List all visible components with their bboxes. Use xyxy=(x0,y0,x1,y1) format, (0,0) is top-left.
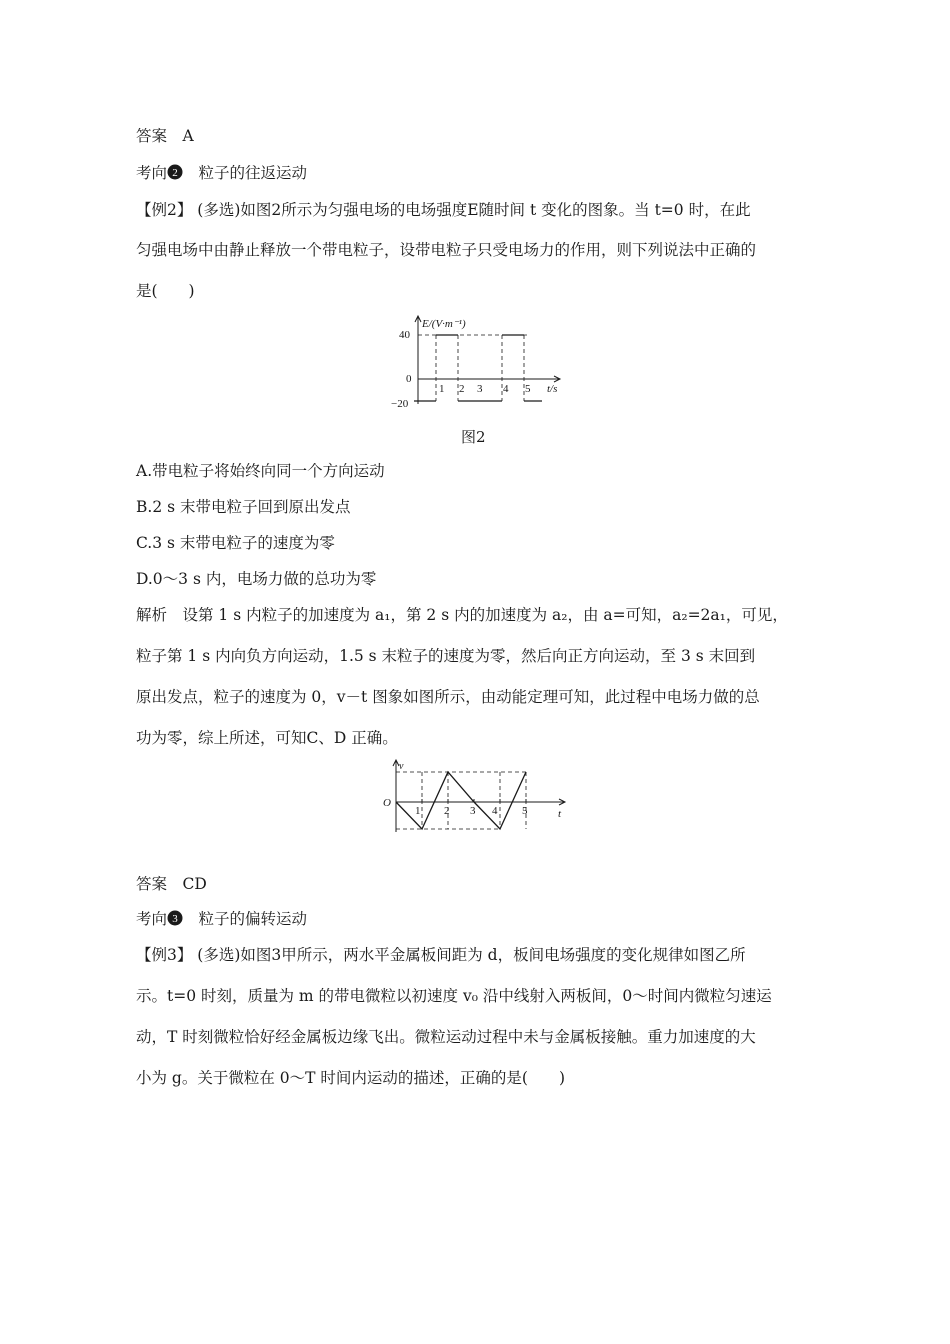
example2-line-3: 是( ) xyxy=(136,282,195,300)
x-tick-label: 5 xyxy=(525,383,531,395)
x-tick-label: 3 xyxy=(470,805,476,817)
circled-number-icon xyxy=(167,164,183,180)
section-title: 粒子的往返运动 xyxy=(198,164,308,182)
v-t-graph xyxy=(370,757,570,837)
circled-number-icon xyxy=(167,910,183,926)
example3-line-2: 示。t=0 时刻，质量为 m 的带电微粒以初速度 v₀ 沿中线射入两板间，0～时间内微粒匀速运 xyxy=(136,987,772,1005)
answer-line: 答案 A xyxy=(136,127,194,145)
origin-label: O xyxy=(383,797,391,809)
svg-text:3: 3 xyxy=(172,913,178,925)
x-axis-label: t/s xyxy=(547,383,558,395)
example2-line-2: 匀强电场中由静止释放一个带电粒子，设带电粒子只受电场力的作用，则下列说法中正确的 xyxy=(136,241,757,259)
option-c: C.3 s 末带电粒子的速度为零 xyxy=(136,534,335,552)
x-tick-label: 1 xyxy=(439,383,445,395)
analysis-line-1: 解析 设第 1 s 内粒子的加速度为 a₁，第 2 s 内的加速度为 a₂，由 a=可知，a₂=2a₁，可见， xyxy=(136,606,788,624)
x-tick-label: 1 xyxy=(415,805,421,817)
y-tick-label: 0 xyxy=(406,373,412,385)
analysis-line-3: 原出发点，粒子的速度为 0，v－t 图象如图所示，由动能定理可知，此过程中电场力做的总 xyxy=(136,688,760,706)
x-tick-label: 3 xyxy=(477,383,483,395)
x-tick-label: 4 xyxy=(492,805,498,817)
x-axis-label: t xyxy=(558,808,562,820)
example2-line-1: 【例2】 (多选)如图2所示为匀强电场的电场强度E随时间 t 变化的图象。当 t=0 时，在此 xyxy=(136,201,751,219)
example3-line-4: 小为 g。关于微粒在 0～T 时间内运动的描述，正确的是( ) xyxy=(136,1069,565,1087)
option-b: B.2 s 末带电粒子回到原出发点 xyxy=(136,498,351,516)
example3-line-1: 【例3】 (多选)如图3甲所示，两水平金属板间距为 d，板间电场强度的变化规律如图乙所 xyxy=(136,946,746,964)
v-t-curve xyxy=(396,772,526,829)
analysis-line-2: 粒子第 1 s 内向负方向运动，1.5 s 末粒子的速度为零，然后向正方向运动，至 3 s 末回到 xyxy=(136,647,756,665)
answer-line: 答案 CD xyxy=(136,875,207,893)
svg-text:2: 2 xyxy=(172,167,178,179)
section-heading-3 xyxy=(136,909,307,929)
option-a: A.带电粒子将始终向同一个方向运动 xyxy=(136,462,385,480)
section-title: 粒子的偏转运动 xyxy=(198,910,308,928)
section-prefix: 考向 xyxy=(136,910,168,928)
y-tick-label: 40 xyxy=(399,329,410,341)
section-prefix: 考向 xyxy=(136,164,168,182)
analysis-line-4: 功为零，综上所述，可知C、D 正确。 xyxy=(136,729,398,747)
x-tick-label: 2 xyxy=(459,383,465,395)
section-heading-2 xyxy=(136,163,307,183)
example3-line-3: 动，T 时刻微粒恰好经金属板边缘飞出。微粒运动过程中未与金属板接触。重力加速度的大 xyxy=(136,1028,756,1046)
x-tick-label: 5 xyxy=(522,805,528,817)
y-axis-label: v xyxy=(399,761,404,772)
e-t-graph xyxy=(385,312,585,412)
y-tick-label: −20 xyxy=(391,398,409,410)
x-tick-label: 4 xyxy=(503,383,509,395)
option-d: D.0～3 s 内，电场力做的总功为零 xyxy=(136,570,377,588)
figure-caption: 图2 xyxy=(461,428,486,446)
y-axis-label: E/(V·m⁻¹) xyxy=(422,318,466,330)
x-tick-label: 2 xyxy=(444,805,450,817)
